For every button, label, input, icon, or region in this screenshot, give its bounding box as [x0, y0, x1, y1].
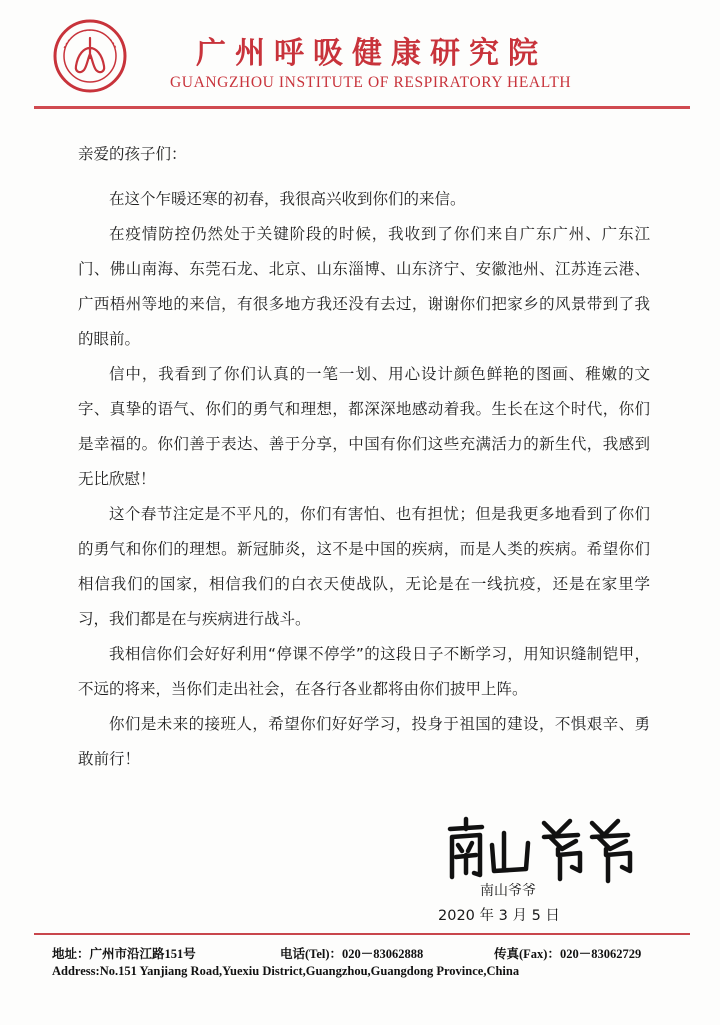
letter-paragraph: 这个春节注定是不平凡的，你们有害怕、也有担忧；但是我更多地看到了你们的勇气和你们的理想。新冠肺炎，这不是中国的疾病，而是人类的疾病。希望你们相信我们的国家，相信我们的白衣天使战队，无论是在一线抗疫，还是在家里学习，我们都是在与疾病进行战斗。 [78, 505, 650, 628]
handwritten-signature [440, 815, 640, 885]
letter-paragraph: 在这个乍暖还寒的初春，我很高兴收到你们的来信。 [109, 190, 466, 208]
letter-greeting: 亲爱的孩子们： [78, 145, 187, 163]
footer-address-cn: 地址：广州市沿江路151号 [52, 947, 196, 961]
letter-paragraph: 在疫情防控仍然处于关键阶段的时候，我收到了你们来自广东广州、广东江门、佛山南海、东莞石龙、北京、山东淄博、山东济宁、安徽池州、江苏连云港、广西梧州等地的来信，有很多地方我还没有去过，谢谢你们把家乡的风景带到了我的眼前。 [78, 225, 650, 348]
footer-divider [34, 933, 690, 935]
institute-name-en: GUANGZHOU INSTITUTE OF RESPIRATORY HEALTH [170, 74, 572, 91]
header-divider [34, 106, 690, 109]
letter-date: 2020 年 3 月 5 日 [438, 908, 560, 924]
letter-paragraph: 我相信你们会好好利用“停课不停学”的这段日子不断学习，用知识缝制铠甲，不远的将来，当你们走出社会，在各行各业都将由你们披甲上阵。 [78, 645, 650, 698]
footer-contact-row [52, 944, 692, 964]
footer-fax: 传真(Fax)：020－83062729 [494, 947, 642, 961]
letter-paragraph: 你们是未来的接班人，希望你们好好学习，投身于祖国的建设，不惧艰辛、勇敢前行！ [78, 715, 650, 768]
institute-name-cn: 广州呼吸健康研究院 [196, 36, 547, 71]
letter-body [78, 140, 650, 777]
institute-seal-logo [52, 18, 128, 94]
footer-telephone: 电话(Tel)：020－83062888 [280, 947, 424, 961]
signature-name: 南山爷爷 [480, 883, 536, 899]
footer-address-en: Address:No.151 Yanjiang Road,Yuexiu District,Guangzhou,Guangdong Province,China [52, 964, 520, 978]
letter-paragraph: 信中，我看到了你们认真的一笔一划、用心设计颜色鲜艳的图画、稚嫩的文字、真挚的语气、你们的勇气和理想，都深深地感动着我。生长在这个时代，你们是幸福的。你们善于表达、善于分享，中国有你们这些充满活力的新生代，我感到无比欣慰！ [78, 365, 650, 488]
